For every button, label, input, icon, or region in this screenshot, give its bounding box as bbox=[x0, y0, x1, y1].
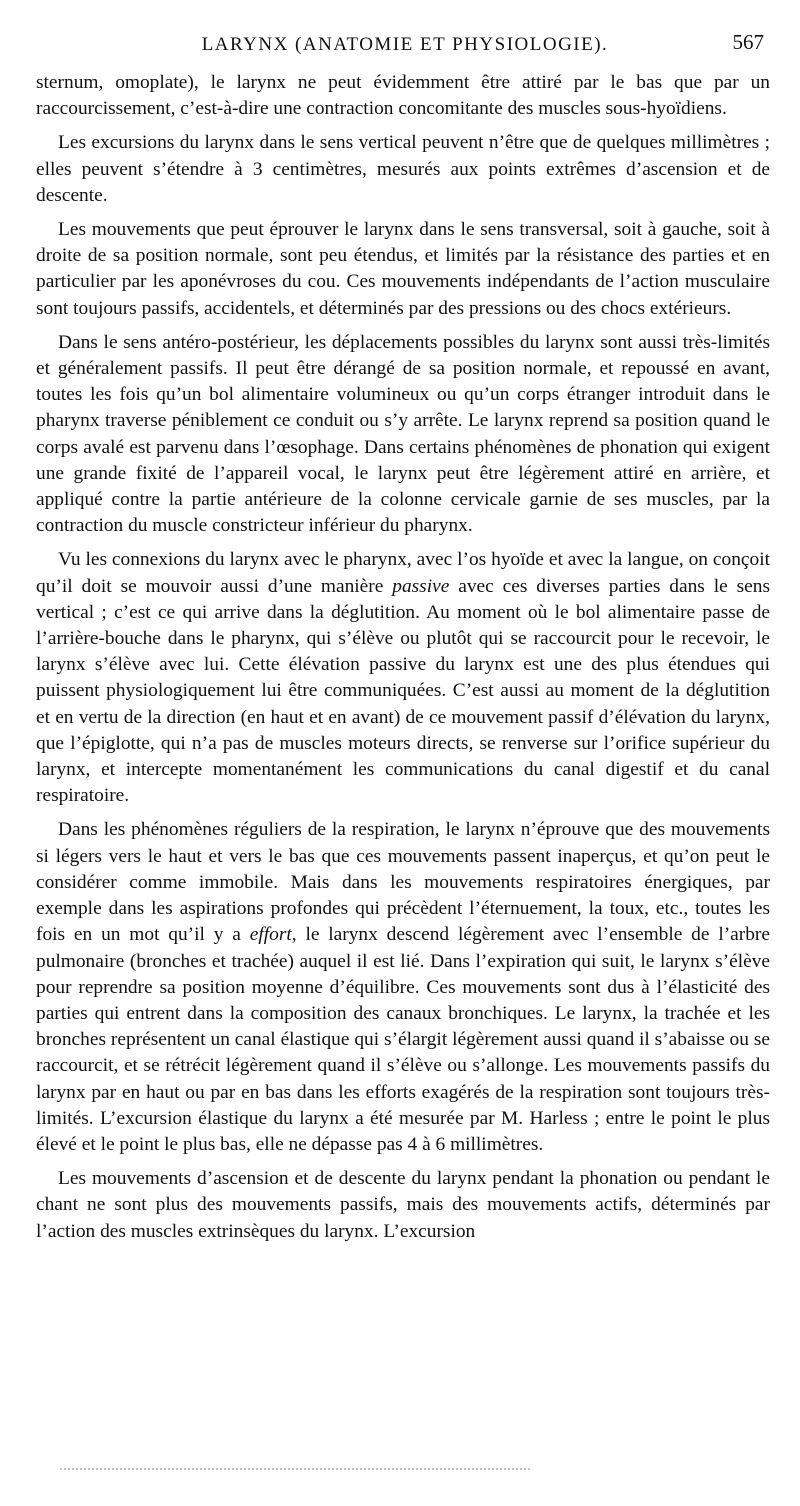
paragraph-1: sternum, omoplate), le larynx ne peut évidemment être attiré par le bas que par un raccourcissement, c’est-à-dire une contraction concomitante des muscles sous-hyoïdiens. bbox=[36, 72, 770, 120]
running-head: LARYNX (ANATOMIE ET PHYSIOLOGIE). bbox=[201, 34, 609, 55]
paragraph-5-text-end: avec ces diverses parties dans le sens vertical ; c’est ce qui arrive dans la déglutition. Au moment où le bol alimentaire passe de l’arrière-bouche dans le pharynx, qui s’élève ou plutôt qui se raccourcit pour le recevoir, le larynx s’élève avec lui. Cette élévation passive du larynx est une des plus étendues qui puissent physiologiquement lui être communiquées. C’est aussi au moment de la déglutition et en vertu de la direction (en haut et en avant) de ce mouvement passif d’élévation du larynx, que l’épiglotte, qui n’a pas de muscles moteurs directs, se renverse sur l’orifice supérieur du larynx, et intercepte momentanément les communications du canal digestif et du canal respiratoire. bbox=[36, 575, 770, 807]
page-header bbox=[40, 30, 770, 60]
paragraph-2: Les excursions du larynx dans le sens vertical peuvent n’être que de quelques millimètres ; elles peuvent s’étendre à 3 centimètres, mesurés aux points extrêmes d’ascension et de descente. bbox=[36, 132, 770, 206]
paragraph-7: Les mouvements d’ascension et de descente du larynx pendant la phonation ou pendant le chant ne sont plus des mouvements passifs, mais des mouvements actifs, déterminés par l’action des muscles extrinsèques du larynx. L’excursion bbox=[36, 1168, 770, 1242]
paragraph-5 bbox=[36, 547, 770, 809]
emphasis-passive: passive bbox=[392, 575, 450, 597]
page-number: 567 bbox=[732, 30, 764, 54]
paragraph-6-text-end: , le larynx descend légèrement avec l’ensemble de l’arbre pulmonaire (bronches et trachée) auquel il est lié. Dans l’expiration qui suit, le larynx s’élève pour reprendre sa position moyenne d’équilibre. Ces mouvements sont dus à l’élasticité des parties qui entrent dans la composition des canaux bronchiques. Le larynx, la trachée et les bronches représentent un canal élastique qui s’élargit légèrement aussi quand il s’abaisse ou se raccourcit, et se rétrécit légèrement quand il s’élève ou s’allonge. Les mouvements passifs du larynx par en haut ou par en bas dans les efforts exagérés de la respiration sont toujours très-limités. L’excursion élastique du larynx a été mesurée par M. Harless ; entre le point le plus élevé et le point le plus bas, elle ne dépasse pas 4 à 6 millimètres. bbox=[36, 924, 770, 1155]
footer-rule bbox=[60, 1468, 530, 1470]
body-text bbox=[36, 70, 770, 1253]
paragraph-5-text-start: Vu les connexions du larynx avec le pharynx, avec l’os hyoïde et avec la langue, on conçoit qu’il doit se mouvoir aussi d’une manière bbox=[36, 549, 770, 597]
paragraph-6 bbox=[36, 817, 770, 1158]
paragraph-4: Dans le sens antéro-postérieur, les déplacements possibles du larynx sont aussi très-limités et généralement passifs. Il peut être dérangé de sa position normale, et repoussé en avant, toutes les fois qu’un bol alimentaire volumineux ou qu’un corps étranger introduit dans le pharynx traverse péniblement ce conduit ou s’y arrête. Le larynx reprend sa position quand le corps avalé est parvenu dans l’œsophage. Dans certains phénomènes de phonation qui exigent une grande fixité de l’appareil vocal, le larynx peut être légèrement attiré en arrière, et appliqué contre la partie antérieure de la colonne cervicale garnie de ses muscles, par la contraction du muscle constricteur inférieur du pharynx. bbox=[36, 331, 770, 537]
paragraph-3: Les mouvements que peut éprouver le larynx dans le sens transversal, soit à gauche, soit à droite de sa position normale, sont peu étendus, et limités par la résistance des parties et en particulier par les aponévroses du cou. Ces mouvements indépendants de l’action musculaire sont toujours passifs, accidentels, et déterminés par des pressions ou des chocs extérieurs. bbox=[36, 219, 770, 319]
paragraph-6-text-start: Dans les phénomènes réguliers de la respiration, le larynx n’éprouve que des mouvements si légers vers le haut et vers le bas que ces mouvements passent inaperçus, et qu’on peut le considérer comme immobile. Mais dans les mouvements respiratoires énergiques, par exemple dans les aspirations profondes qui précèdent l’éternuement, la toux, etc., toutes les fois en un mot qu’il y a bbox=[36, 819, 770, 946]
emphasis-effort: effort bbox=[249, 924, 292, 946]
